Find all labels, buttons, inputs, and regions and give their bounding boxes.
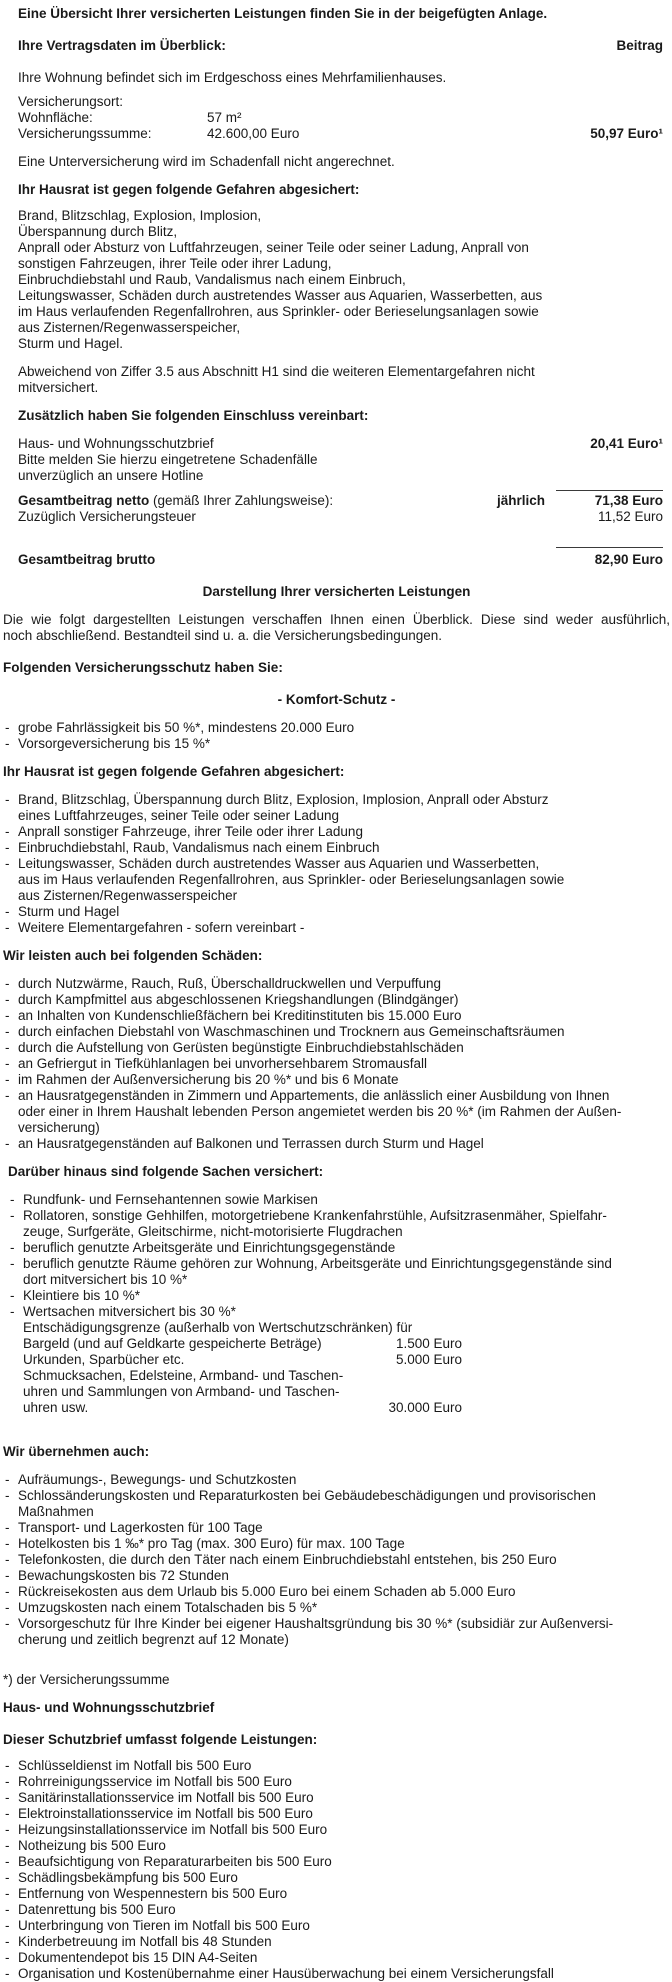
tariff-title: - Komfort-Schutz -	[277, 692, 396, 707]
list-item	[3, 1950, 670, 1966]
text-line: Die wie folgt dargestellten Leistungen verschaffen Ihnen einen Überblick. Diese sind weder ausführlich,	[3, 612, 670, 627]
dash-bullet: -	[10, 1208, 15, 1223]
table-row	[18, 94, 663, 110]
text-line: noch abschließend. Bestandteil sind u. a. die Versicherungsbedingungen.	[3, 628, 443, 643]
dash-bullet: -	[5, 1774, 10, 1789]
list-item	[8, 1192, 670, 1208]
text-line: durch Kampfmittel aus abgeschlossenen Kriegshandlungen (Blindgänger)	[18, 992, 459, 1007]
list-item	[3, 1774, 670, 1790]
dash-bullet: -	[5, 1072, 10, 1087]
dash-bullet: -	[5, 1838, 10, 1853]
overview-heading-row	[18, 38, 663, 54]
text-line: uhren und Sammlungen von Armband- und Taschen-	[23, 1384, 340, 1399]
schaeden-list	[3, 976, 670, 1152]
list-item	[8, 1240, 670, 1256]
list-item	[3, 1088, 670, 1136]
dash-bullet: -	[5, 824, 10, 839]
sachen-block	[3, 1164, 670, 1416]
schaeden-heading: Wir leisten auch bei folgenden Schäden:	[3, 948, 263, 963]
text-line: eines Luftfahrzeuges, seiner Teile oder seiner Ladung	[18, 808, 339, 823]
list-item	[3, 1488, 670, 1520]
text-line: Rollatoren, sonstige Gehhilfen, motorgetriebene Krankenfahrstühle, Aufsitzrasenmäher, Spielfahr-	[23, 1208, 607, 1223]
text-line: Rohrreinigungsservice im Notfall bis 500 Euro	[18, 1774, 292, 1789]
list-item-text	[18, 1568, 670, 1584]
list-item	[3, 856, 670, 904]
row-label: Versicherungsort:	[18, 94, 124, 109]
list-item	[3, 1902, 670, 1918]
text-line: an Inhalten von Kundenschließfächern bei Kreditinstituten bis 15.000 Euro	[18, 1008, 462, 1023]
text-line: Entfernung von Wespennestern bis 500 Euro	[18, 1886, 288, 1901]
text-line: aus Zisternen/Regenwasserspeicher,	[18, 320, 241, 335]
list-item-text	[18, 840, 670, 856]
totals-rule-top	[556, 490, 663, 491]
text-line: beruflich genutzte Arbeitsgeräte und Einrichtungsgegenstände	[23, 1240, 396, 1255]
netto-label-rest: (gemäß Ihrer Zahlungsweise):	[149, 493, 334, 508]
text-line: Unterbringung von Tieren im Notfall bis 500 Euro	[18, 1918, 310, 1933]
text-line: Umzugskosten nach einem Totalschaden bis 5 %*	[18, 1600, 318, 1615]
list-item-text	[18, 1600, 670, 1616]
dangers-heading: Ihr Hausrat ist gegen folgende Gefahren abgesichert:	[18, 182, 360, 197]
list-item-text	[18, 1008, 670, 1024]
list-item	[3, 1870, 670, 1886]
totals-rule-bottom	[556, 547, 663, 548]
limit-amount: 1.500 Euro	[395, 1336, 462, 1351]
list-item-text	[23, 1256, 670, 1288]
list-item-text	[18, 1902, 670, 1918]
list-item-text	[18, 1136, 670, 1152]
text-line: Rundfunk- und Fernsehantennen sowie Markisen	[23, 1192, 318, 1207]
list-item-text	[18, 1870, 670, 1886]
list-item-text	[18, 1838, 670, 1854]
list-item	[3, 976, 670, 992]
text-line: Abweichend von Ziffer 3.5 aus Abschnitt H1 sind die weiteren Elementargefahren nicht	[18, 364, 535, 379]
dangers-paragraph	[18, 208, 663, 352]
dash-bullet: -	[5, 1040, 10, 1055]
dash-bullet: -	[5, 1008, 10, 1023]
text-line: Organisation und Kostenübernahme einer Hausüberwachung bei einem Versicherungsfall	[18, 1966, 554, 1981]
text-line: Beaufsichtigung von Reparaturarbeiten bis 500 Euro	[18, 1854, 332, 1869]
text-line: Transport- und Lagerkosten für 100 Tage	[18, 1520, 263, 1535]
contract-data-section	[0, 6, 672, 568]
dash-bullet: -	[10, 1192, 15, 1207]
limit-label: Bargeld (und auf Geldkarte gespeicherte Beträge)	[23, 1336, 322, 1351]
benefits-section	[0, 584, 672, 1982]
dash-bullet: -	[5, 1472, 10, 1487]
overview-heading: Ihre Vertragsdaten im Überblick:	[18, 38, 226, 53]
limit-row	[23, 1336, 462, 1352]
list-item	[3, 1616, 670, 1648]
text-line: Heizungsinstallationsservice im Notfall bis 500 Euro	[18, 1822, 328, 1837]
list-item-text	[18, 792, 670, 824]
list-item	[3, 720, 670, 736]
list-item	[3, 792, 670, 824]
text-line: Vorsorgeversicherung bis 15 %*	[18, 736, 211, 751]
text-line: Einbruchdiebstahl und Raub, Vandalismus nach einem Einbruch,	[18, 272, 406, 287]
list-item-text	[18, 1040, 670, 1056]
underinsurance-note: Eine Unterversicherung wird im Schadenfall nicht angerechnet.	[18, 154, 395, 169]
tariff-list	[3, 720, 670, 752]
dash-bullet: -	[5, 1966, 10, 1981]
row-label: Versicherungssumme:	[18, 126, 152, 141]
kosten-list	[3, 1472, 670, 1648]
list-item	[3, 1966, 670, 1982]
list-item	[3, 1536, 670, 1552]
text-line: Bitte melden Sie hierzu eingetretene Schadenfälle	[18, 452, 318, 467]
text-line: zeuge, Surfgeräte, Gleitschirme, nicht-motorisierte Flugdrachen	[23, 1224, 403, 1239]
text-line: Brand, Blitzschlag, Überspannung durch Blitz, Explosion, Implosion, Anprall oder Absturz	[18, 792, 549, 807]
text-line: Entschädigungsgrenze (außerhalb von Wertschutzschränken) für	[23, 1320, 413, 1335]
list-item	[3, 1520, 670, 1536]
dash-bullet: -	[10, 1304, 15, 1319]
list-item	[3, 1790, 670, 1806]
text-line: unverzüglich an unsere Hotline	[18, 468, 204, 483]
text-line: durch die Aufstellung von Gerüsten begünstigte Einbruchdiebstahlschäden	[18, 1040, 464, 1055]
text-line: Anprall sonstiger Fahrzeuge, ihrer Teile oder ihrer Ladung	[18, 824, 363, 839]
list-item-text	[18, 1950, 670, 1966]
dash-bullet: -	[5, 1790, 10, 1805]
dash-bullet: -	[5, 920, 10, 935]
gefahren-list	[3, 792, 670, 936]
text-line: versicherung)	[18, 1120, 100, 1135]
list-item-text	[18, 920, 670, 936]
elementar-note	[18, 364, 663, 396]
tax-amount: 11,52 Euro	[597, 509, 663, 524]
dash-bullet: -	[5, 1934, 10, 1949]
dash-bullet: -	[5, 1552, 10, 1567]
list-item	[3, 992, 670, 1008]
list-item-text	[23, 1240, 670, 1256]
dash-bullet: -	[5, 1600, 10, 1615]
list-item	[3, 1854, 670, 1870]
sachen-list	[8, 1192, 670, 1416]
text-line: cherung und zeitlich begrenzt auf 12 Monate)	[18, 1632, 289, 1647]
text-line: beruflich genutzte Räume gehören zur Wohnung, Arbeitsgeräte und Einrichtungsgegenstände sind	[23, 1256, 612, 1271]
benefits-title: Darstellung Ihrer versicherten Leistungen	[202, 584, 471, 599]
dash-bullet: -	[5, 1136, 10, 1151]
text-line: Brand, Blitzschlag, Explosion, Implosion,	[18, 208, 262, 223]
limit-label: uhren usw.	[23, 1400, 89, 1415]
dash-bullet: -	[5, 1758, 10, 1773]
text-line: Sturm und Hagel.	[18, 336, 124, 351]
brutto-row	[18, 552, 663, 568]
list-item	[3, 1056, 670, 1072]
list-item-text	[18, 1822, 670, 1838]
list-item-text	[18, 904, 670, 920]
dwelling-line: Ihre Wohnung befindet sich im Erdgeschoss eines Mehrfamilienhauses.	[18, 70, 447, 85]
text-line: oder einer in Ihrem Haushalt lebenden Person angemietet werden bis 20 %* (im Rahmen der Außen-	[18, 1104, 622, 1119]
text-line: Überspannung durch Blitz,	[18, 224, 178, 239]
text-line: Wertsachen mitversichert bis 30 %*	[23, 1304, 236, 1319]
list-item	[3, 1584, 670, 1600]
list-item-text	[18, 992, 670, 1008]
list-item-text	[18, 1072, 670, 1088]
list-item	[3, 1934, 670, 1950]
kosten-heading: Wir übernehmen auch:	[3, 1444, 150, 1459]
dash-bullet: -	[5, 1886, 10, 1901]
limit-row	[23, 1400, 462, 1416]
list-item	[8, 1304, 670, 1416]
text-line: Schädlingsbekämpfung bis 500 Euro	[18, 1870, 238, 1885]
dash-bullet: -	[10, 1288, 15, 1303]
list-item	[3, 1024, 670, 1040]
text-line: Vorsorgeschutz für Ihre Kinder bei eigener Haushaltsgründung bis 30 %* (subsidiär zur Außenversi-	[18, 1616, 614, 1631]
list-item	[3, 736, 670, 752]
schutzbrief-heading: Dieser Schutzbrief umfasst folgende Leistungen:	[3, 1732, 318, 1747]
brutto-amount: 82,90 Euro	[594, 552, 663, 567]
text-line: an Hausratgegenständen in Zimmern und Appartements, die anlässlich einer Ausbildung von Ihnen	[18, 1088, 610, 1103]
dash-bullet: -	[5, 976, 10, 991]
list-item-text	[18, 736, 670, 752]
dash-bullet: -	[5, 1918, 10, 1933]
text-line: dort mitversichert bis 10 %*	[23, 1272, 188, 1287]
dash-bullet: -	[5, 1616, 10, 1631]
text-line: Elektroinstallationsservice im Notfall bis 500 Euro	[18, 1806, 313, 1821]
limit-label: Urkunden, Sparbücher etc.	[23, 1352, 185, 1367]
list-item	[3, 1136, 670, 1152]
dash-bullet: -	[5, 736, 10, 751]
list-item	[3, 1918, 670, 1934]
limit-amount: 5.000 Euro	[395, 1352, 462, 1367]
list-item	[3, 1568, 670, 1584]
list-item-text	[18, 1918, 670, 1934]
text-line: Kleintiere bis 10 %*	[23, 1288, 141, 1303]
list-item-text	[18, 1886, 670, 1902]
list-item-text	[18, 1966, 670, 1982]
text-line: Sanitärinstallationsservice im Notfall bis 500 Euro	[18, 1790, 314, 1805]
gefahren-heading: Ihr Hausrat ist gegen folgende Gefahren abgesichert:	[3, 764, 345, 779]
list-item-text	[18, 1616, 670, 1648]
dash-bullet: -	[5, 904, 10, 919]
dash-bullet: -	[5, 1870, 10, 1885]
text-line: Notheizung bis 500 Euro	[18, 1838, 166, 1853]
text-line: an Gefriergut in Tiefkühlanlagen bei unvorhersehbarem Stromausfall	[18, 1056, 427, 1071]
dash-bullet: -	[5, 992, 10, 1007]
text-line: Rückreisekosten aus dem Urlaub bis 5.000 Euro bei einem Schaden ab 5.000 Euro	[18, 1584, 516, 1599]
dash-bullet: -	[5, 1950, 10, 1965]
list-item-text	[23, 1304, 670, 1416]
dash-bullet: -	[5, 1902, 10, 1917]
list-item-text	[18, 1056, 670, 1072]
tax-row	[18, 509, 663, 525]
text-line: Anprall oder Absturz von Luftfahrzeugen, seiner Teile oder seiner Ladung, Anprall von	[18, 240, 529, 255]
list-item	[3, 1600, 670, 1616]
text-line: durch Nutzwärme, Rauch, Ruß, Überschalldruckwellen und Verpuffung	[18, 976, 441, 991]
schutzbrief-row	[18, 436, 663, 452]
list-item-text	[18, 976, 670, 992]
premium-amount: 50,97 Euro¹	[590, 126, 663, 141]
list-item-text	[18, 1584, 670, 1600]
dash-bullet: -	[5, 1536, 10, 1551]
list-item	[3, 1822, 670, 1838]
limit-amount: 30.000 Euro	[388, 1400, 462, 1415]
text-line: mitversichert.	[18, 380, 99, 395]
dash-bullet: -	[5, 1488, 10, 1503]
list-item-text	[18, 1806, 670, 1822]
text-line: aus Zisternen/Regenwasserspeicher	[18, 888, 238, 903]
list-item	[3, 1040, 670, 1056]
list-item	[3, 1838, 670, 1854]
einschluss-heading: Zusätzlich haben Sie folgenden Einschluss vereinbart:	[18, 408, 369, 423]
text-line: Sturm und Hagel	[18, 904, 120, 919]
text-line: im Haus verlaufenden Regenfallrohren, aus Sprinkler- oder Berieselungsanlagen sowie	[18, 304, 539, 319]
list-item	[3, 920, 670, 936]
list-item-text	[18, 1758, 670, 1774]
dash-bullet: -	[5, 1822, 10, 1837]
dash-bullet: -	[5, 1056, 10, 1071]
dash-bullet: -	[5, 1088, 10, 1103]
list-item	[3, 1008, 670, 1024]
row-value: 42.600,00 Euro	[207, 126, 300, 141]
dash-bullet: -	[5, 1024, 10, 1039]
attachment-note: Eine Übersicht Ihrer versicherten Leistungen finden Sie in der beigefügten Anlage.	[18, 6, 548, 21]
text-line: Schlüsseldienst im Notfall bis 500 Euro	[18, 1758, 252, 1773]
list-item	[3, 824, 670, 840]
list-item	[3, 1552, 670, 1568]
list-item-text	[23, 1288, 670, 1304]
tax-label: Zuzüglich Versicherungsteuer	[18, 509, 196, 524]
text-line: Leitungswasser, Schäden durch austretendes Wasser aus Aquarien und Wasserbetten,	[18, 856, 540, 871]
text-line: Einbruchdiebstahl, Raub, Vandalismus nach einem Einbruch	[18, 840, 380, 855]
list-item	[3, 904, 670, 920]
netto-amount: 71,38 Euro	[594, 493, 663, 508]
row-value: 57 m²	[207, 110, 242, 125]
schutzbrief-list	[3, 1758, 670, 1982]
dash-bullet: -	[5, 1520, 10, 1535]
benefits-intro	[3, 612, 670, 644]
schutzbrief-note	[18, 452, 663, 484]
list-item	[3, 1886, 670, 1902]
dash-bullet: -	[10, 1240, 15, 1255]
list-item-text	[18, 720, 670, 736]
text-line: aus im Haus verlaufenden Regenfallrohren, aus Sprinkler- oder Berieselungsanlagen sowie	[18, 872, 565, 887]
text-line: Dokumentendepot bis 15 DIN A4-Seiten	[18, 1950, 258, 1965]
dash-bullet: -	[5, 720, 10, 735]
list-item-text	[18, 1536, 670, 1552]
text-line: im Rahmen der Außenversicherung bis 20 %* und bis 6 Monate	[18, 1072, 399, 1087]
list-item-text	[23, 1208, 670, 1240]
dash-bullet: -	[5, 1568, 10, 1583]
text-line: grobe Fahrlässigkeit bis 50 %*, mindestens 20.000 Euro	[18, 720, 355, 735]
dash-bullet: -	[5, 840, 10, 855]
dash-bullet: -	[5, 1854, 10, 1869]
list-item	[3, 840, 670, 856]
text-line: Leitungswasser, Schäden durch austretendes Wasser aus Aquarien, Wasserbetten, aus	[18, 288, 543, 303]
dash-bullet: -	[5, 1584, 10, 1599]
list-item-text	[18, 1472, 670, 1488]
text-line: Weitere Elementargefahren - sofern vereinbart -	[18, 920, 305, 935]
list-item-text	[18, 824, 670, 840]
netto-label	[18, 493, 497, 509]
list-item-text	[18, 1774, 670, 1790]
sachen-heading: Darüber hinaus sind folgende Sachen versichert:	[8, 1164, 324, 1179]
contract-table	[18, 94, 663, 142]
list-item	[8, 1256, 670, 1288]
list-item-text	[18, 1520, 670, 1536]
limit-row	[23, 1352, 462, 1368]
dash-bullet: -	[5, 792, 10, 807]
list-item	[8, 1288, 670, 1304]
list-item-text	[18, 1088, 670, 1136]
dash-bullet: -	[5, 856, 10, 871]
brutto-label: Gesamtbeitrag brutto	[18, 552, 156, 567]
list-item-text	[18, 1790, 670, 1806]
table-row	[18, 110, 663, 126]
text-line: Maßnahmen	[18, 1504, 94, 1519]
payment-mode: jährlich	[496, 493, 545, 508]
text-line: durch einfachen Diebstahl von Waschmaschinen und Trocknern aus Gemeinschaftsräumen	[18, 1024, 565, 1039]
text-line: Datenrettung bis 500 Euro	[18, 1902, 176, 1917]
list-item-text	[18, 1024, 670, 1040]
row-label: Wohnfläche:	[18, 110, 93, 125]
coverage-heading: Folgenden Versicherungsschutz haben Sie:	[3, 660, 283, 675]
schutzbrief-title: Haus- und Wohnungsschutzbrief	[3, 1700, 215, 1715]
list-item-text	[18, 1854, 670, 1870]
list-item	[3, 1806, 670, 1822]
text-line: Telefonkosten, die durch den Täter nach einem Einbruchdiebstahl entstehen, bis 250 Euro	[18, 1552, 557, 1567]
list-item-text	[18, 1488, 670, 1520]
text-line: sonstigen Fahrzeugen, ihrer Teile oder ihrer Ladung,	[18, 256, 332, 271]
footnote: *) der Versicherungssumme	[3, 1672, 170, 1687]
schutzbrief-amount: 20,41 Euro¹	[590, 436, 663, 451]
list-item	[3, 1072, 670, 1088]
row-value	[207, 94, 663, 110]
schutzbrief-name: Haus- und Wohnungsschutzbrief	[18, 436, 214, 451]
text-line: an Hausratgegenständen auf Balkonen und Terrassen durch Sturm und Hagel	[18, 1136, 484, 1151]
list-item-text	[18, 1934, 670, 1950]
list-item-text	[23, 1192, 670, 1208]
list-item	[3, 1472, 670, 1488]
text-line: Schmucksachen, Edelsteine, Armband- und Taschen-	[23, 1368, 344, 1383]
list-item	[3, 1758, 670, 1774]
text-line: Hotelkosten bis 1 ‰* pro Tag (max. 300 Euro) für max. 100 Tage	[18, 1536, 405, 1551]
text-line: Schlossänderungskosten und Reparaturkosten bei Gebäudebeschädigungen und provisorischen	[18, 1488, 596, 1503]
netto-label-bold: Gesamtbeitrag netto	[18, 493, 150, 508]
list-item-text	[18, 856, 670, 904]
text-line: Aufräumungs-, Bewegungs- und Schutzkosten	[18, 1472, 297, 1487]
list-item	[8, 1208, 670, 1240]
dash-bullet: -	[5, 1806, 10, 1821]
schutzbrief-block	[18, 436, 663, 484]
list-item-text	[18, 1552, 670, 1568]
netto-row	[18, 493, 663, 509]
text-line: Bewachungskosten bis 72 Stunden	[18, 1568, 229, 1583]
text-line: Kinderbetreuung im Notfall bis 48 Stunden	[18, 1934, 272, 1949]
dash-bullet: -	[10, 1256, 15, 1271]
beitrag-column-label: Beitrag	[616, 38, 663, 53]
table-row	[18, 126, 663, 142]
